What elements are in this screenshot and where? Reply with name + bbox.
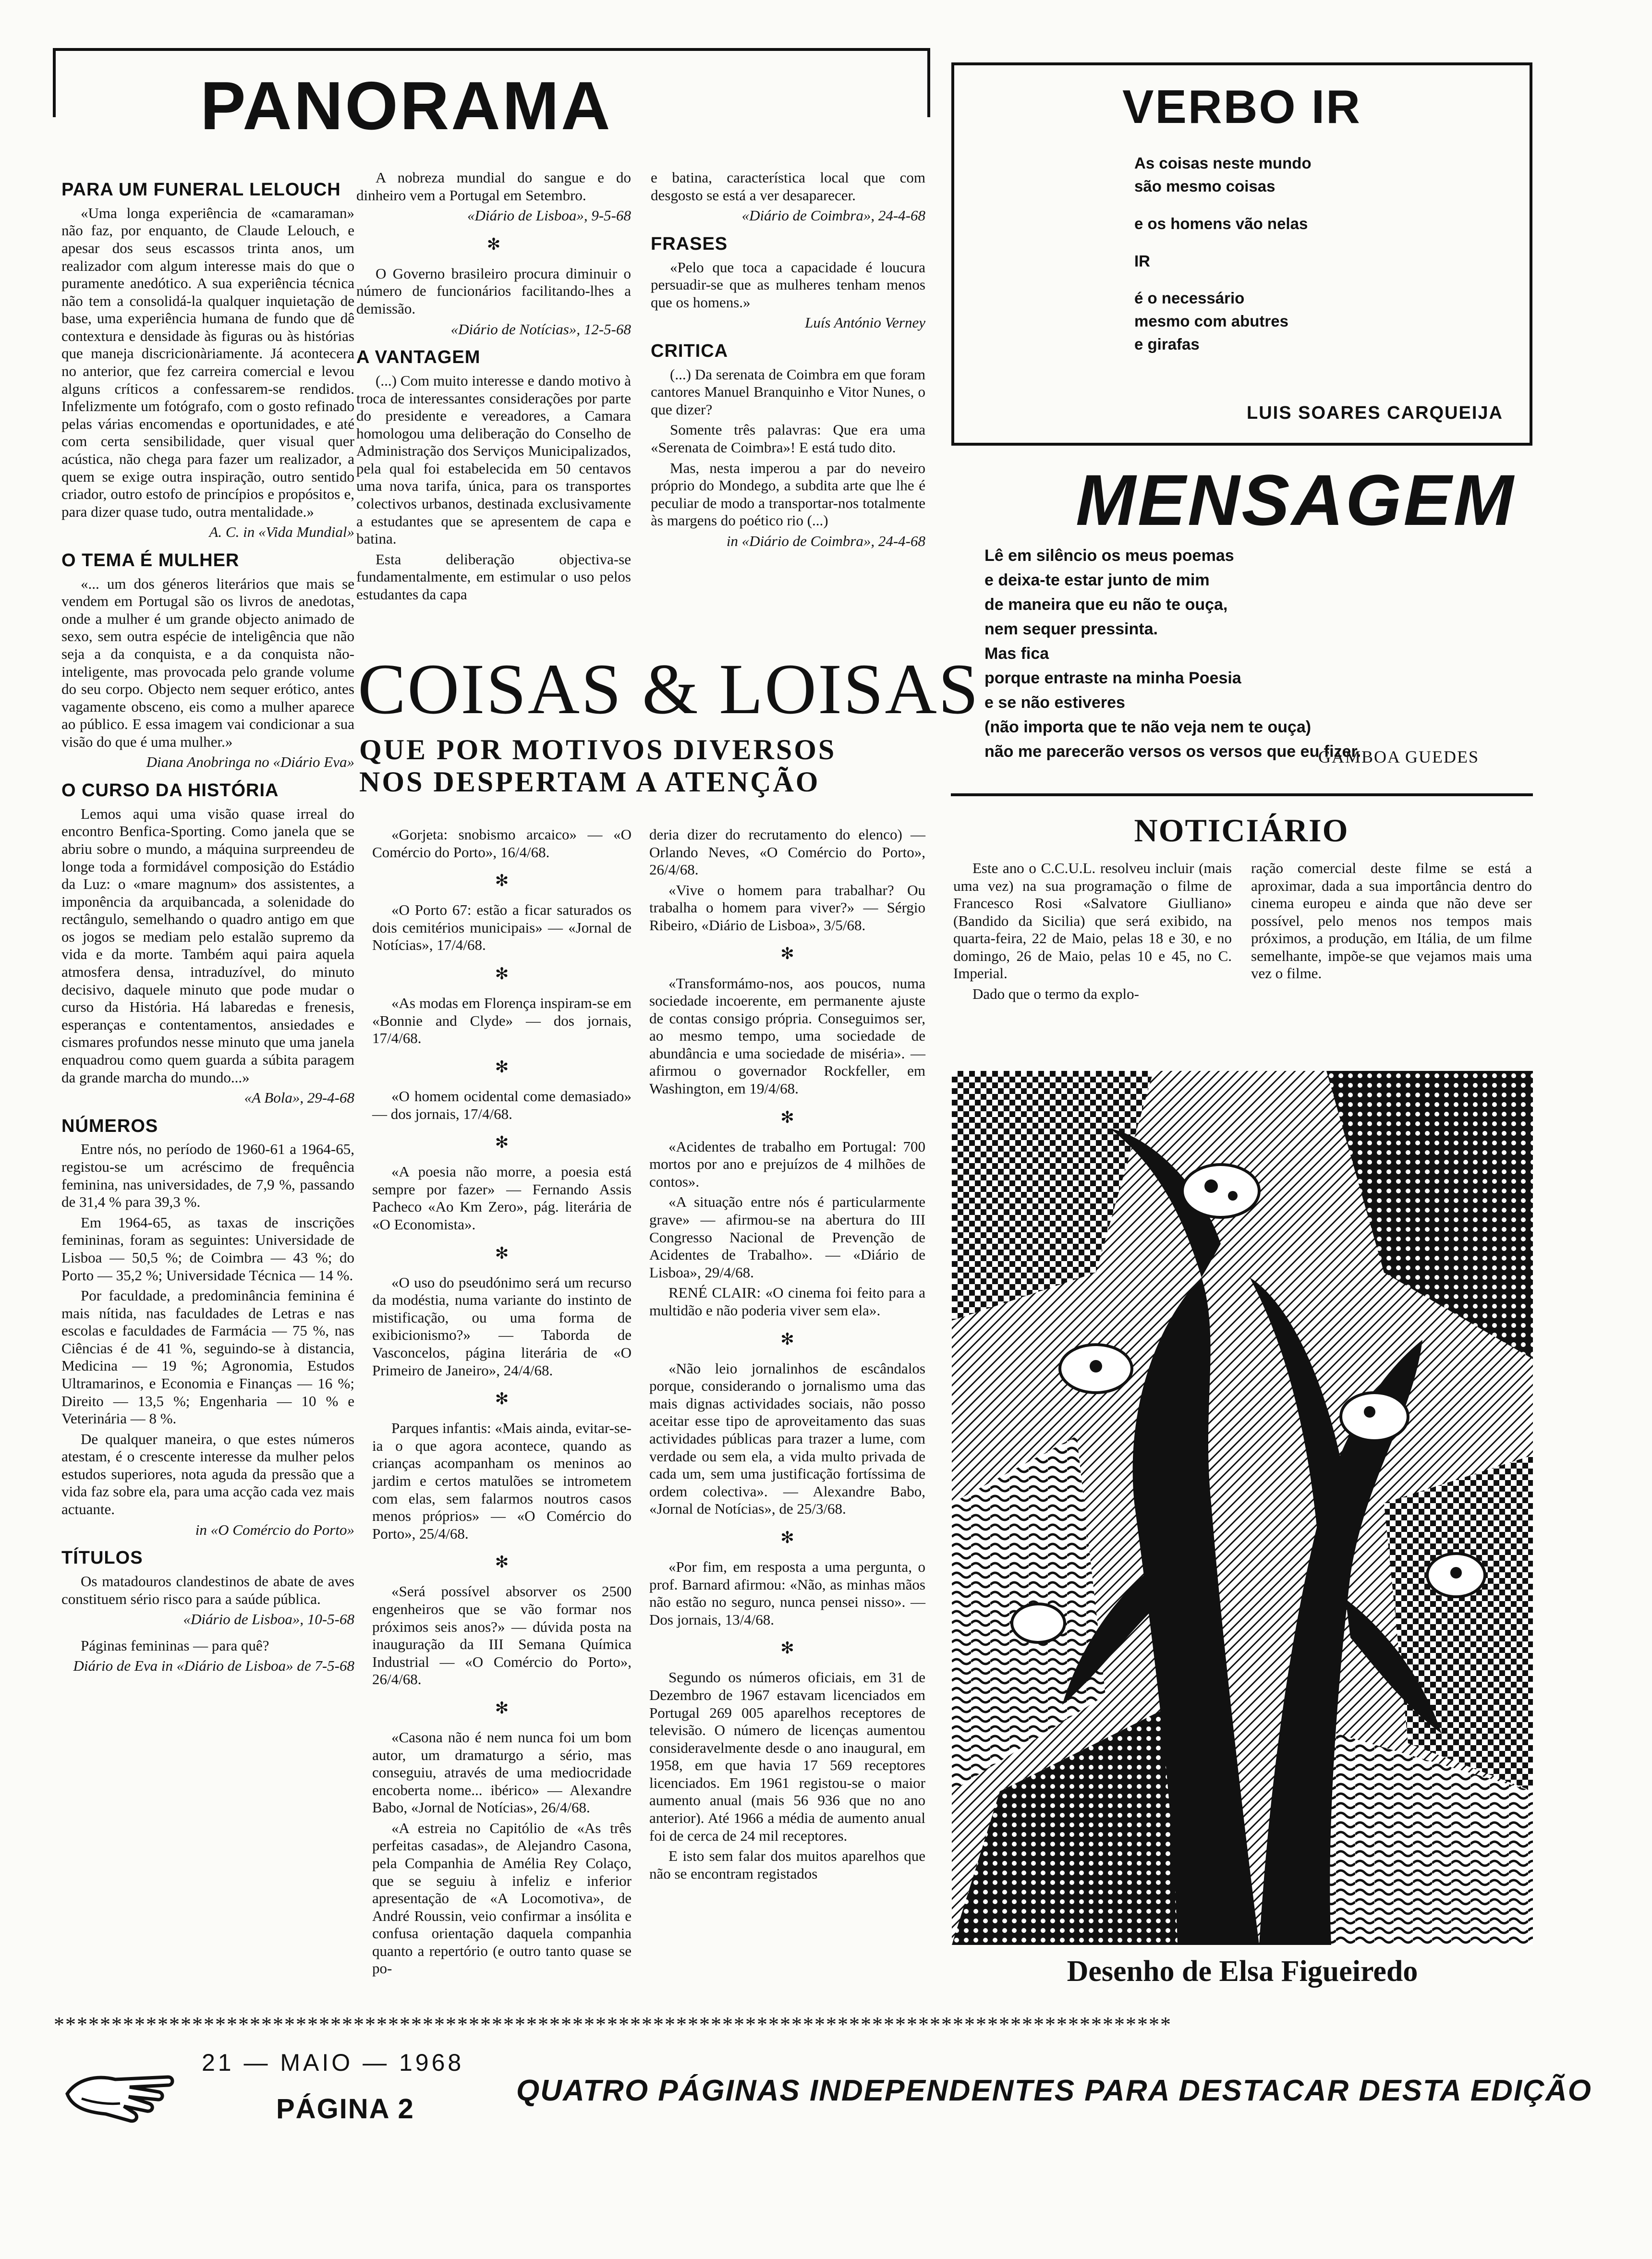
article-source: «Diário de Lisboa», 10-5-68 — [183, 1611, 354, 1628]
section-title: O TEMA É MULHER — [61, 550, 240, 571]
article-source: «Diário de Notícias», 12-5-68 — [450, 320, 631, 338]
separator-asterisk: ✻ — [780, 1529, 794, 1547]
article-text: e batina, característica local que com desgosto se está a ver desaparecer. — [651, 169, 925, 204]
poem-line: são mesmo coisas — [1134, 177, 1275, 195]
quote-item: «Acidentes de trabalho em Portugal: 700 mortos por ano e prejuízos de 4 milhões de contos». — [649, 1138, 925, 1190]
article-source: «Diário de Coimbra», 24-4-68 — [741, 207, 925, 224]
article-text: De qualquer maneira, o que estes números atestam, é o crescente interesse da mulher pelos estudos superiores, nota aguda da pressão que a vida faz sobre ela, para uma acção cada vez mais actuante. — [61, 1430, 354, 1518]
poem-line: de maneira que eu não te ouça, — [984, 595, 1228, 614]
quote-item: «Gorjeta: snobismo arcaico» — «O Comércio do Porto», 16/4/68. — [372, 826, 632, 861]
article-text: Mas, nesta imperou a par do neveiro próprio do Mondego, a subdita arte que lhe é peculiar de modo a transportar-nos totalmente às margens do poético rio (...) — [651, 459, 925, 529]
separator-asterisk: ✻ — [495, 1390, 509, 1409]
article-source: «A Bola», 29-4-68 — [244, 1089, 354, 1106]
coisas-loisas-subtitle — [359, 734, 836, 798]
poem-line: Mas fica — [984, 644, 1049, 663]
quote-item: «O homem ocidental come demasiado» — dos jornais, 17/4/68. — [372, 1087, 632, 1122]
quote-item: «Transformámo-nos, aos poucos, numa sociedade incoerente, em permanente ajuste de contas consigo própria. Conseguimos ser, ao mesmo tempo, uma sociedade de abundância e uma sociedade de miséria». — afirmou o governador Rockfeller, em Washington, em 19/4/68. — [649, 974, 925, 1097]
section-title: O CURSO DA HISTÓRIA — [61, 780, 279, 801]
article-source: A. C. in «Vida Mundial» — [209, 523, 354, 541]
separator-asterisk: ✻ — [495, 965, 509, 983]
footer-star-rule: ************************************************************************************************* — [54, 2013, 1172, 2036]
issue-date: 21 — MAIO — 1968 — [202, 2049, 464, 2076]
section-divider — [951, 793, 1533, 796]
poem-line: e girafas — [1134, 335, 1200, 353]
drawing-caption: Desenho de Elsa Figueiredo — [1067, 1955, 1418, 1988]
article-source: in «Diário de Coimbra», 24-4-68 — [726, 532, 925, 549]
section-title: PARA UM FUNERAL LELOUCH — [61, 180, 341, 200]
quote-item: «As modas em Florença inspiram-se em «Bonnie and Clyde» — dos jornais, 17/4/68. — [372, 995, 632, 1047]
coisas-column-a — [372, 826, 632, 1980]
poem-spacer — [1134, 272, 1312, 287]
poem-line: e os homens vão nelas — [1134, 214, 1308, 232]
article-source: Luís António Verney — [805, 314, 925, 331]
poem-spacer — [1134, 235, 1312, 250]
separator-asterisk: ✻ — [495, 1554, 509, 1572]
quote-item: «O uso do pseudónimo será um recurso da modéstia, numa variante do instinto de mistificação, ou uma forma de exibicionismo?» — Taborda de Vasconcelos, página literária de «O Primeiro de Janeiro», 24/4/68. — [372, 1274, 632, 1379]
article-text: «... um dos géneros literários que mais se vendem em Portugal são os livros de anedotas, onde a mulher é um grande objecto animado de sexo, sem outra espécie de inteligência que não seja a da conquista, e a da conquista não-inteligente, mas provocada pelo grande volume do seu corpo. Objecto nem sequer erótico, antes vagamente obsceno, eis como a mulher aparece ao público. E essa imagem vai condicionar a sua visão do que é uma mulher.» — [61, 575, 354, 750]
subtitle-line: QUE POR MOTIVOS DIVERSOS — [359, 734, 837, 765]
section-title: FRASES — [651, 233, 728, 254]
article-source: Diário de Eva in «Diário de Lisboa» de 7-5-68 — [73, 1657, 354, 1675]
quote-item: «Não leio jornalinhos de escândalos porque, considerando o jornalismo uma das mais dignas actividades sociais, não posso aceitar esse tipo de aproveitamento das suas actividades públicas para trazer a lume, com verdade ou sem ela, a vida multo privada de cada um, sem uma justificação fortíssima de ordem colectiva». — Alexandre Babo, «Jornal de Notícias», de 25/3/68. — [649, 1360, 925, 1518]
article-text: Lemos aqui uma visão quase irreal do encontro Benfica-Sporting. Como janela que se abriu sobre o mundo, a máquina surpreendeu de longe toda a formidável composição do Estádio da Luz: o «mare magnum» dos assistentes, a imponência da arquibancada, a solenidade do rectângulo, semelhando o quadro antigo em que os jogos se mediam pelo estalão supremo da vida e da morte. Também aqui paira aquela atmosfera densa, intraduzível, do minuto decisivo, daquele minuto que pode mudar o curso da História. Há labaredas e frenesis, esperanças e contentamentos, ansiedades e cismares profundos nesse minuto que uma janela enquadrou como quem guarda a súbita paragem da grande marcha do mundo...» — [61, 805, 354, 1086]
article-text: (...) Com muito interesse e dando motivo à troca de interessantes considerações por parte do presidente e vereadores, a Camara homologou uma deliberação do Conselho de Administração dos Serviços Municipalizados, pela qual foi estabelecida em 50 centavos uma nova tarifa, única, para os transportes colectivos urbanos, destinada exclusivamente a estudantes que se apresentem de capa e batina. — [356, 372, 631, 547]
article-text: Esta deliberação objectiva-se fundamentalmente, em estimular o uso pelos estudantes da capa — [356, 550, 631, 603]
article-text: Somente três palavras: Que era uma «Serenata de Coimbra»! E está tudo dito. — [651, 421, 925, 456]
pointing-hand-icon — [62, 2051, 178, 2132]
panorama-column-2 — [356, 169, 631, 607]
subtitle-line: NOS DESPERTAM A ATENÇÃO — [359, 766, 820, 798]
article-text: Os matadouros clandestinos de abate de aves constituem sério risco para a saúde pública. — [61, 1573, 354, 1607]
poem-line: As coisas neste mundo — [1134, 154, 1312, 172]
section-title: A VANTAGEM — [356, 347, 481, 368]
separator-asterisk: ✻ — [780, 1330, 794, 1348]
page-number: PÁGINA 2 — [276, 2093, 414, 2125]
article-text: Entre nós, no período de 1960-61 a 1964-65, registou-se um acréscimo de frequência feminina, nas universidades, de 7,9 %, passando de 31,4 % para 39,3 %. — [61, 1141, 354, 1211]
quote-item: «Será possível absorver os 2500 engenheiros que se vão formar nos próximos seis anos?» — dúvida posta na inauguração da III Semana Química Industrial — «O Comércio do Porto», 26/4/68. — [372, 1583, 632, 1688]
article-text: Por faculdade, a predominância feminina é mais nítida, nas faculdades de Letras e nas escolas e faculdades de Farmácia — 75 %, nas Ciências é de 41 %, seguindo-se à distancia, Medicina — 19 %; Agronomia, Estudos Ultramarinos, e Economia e Finanças — 16 %; Direito — 13,5 %; Engenharia — 10 % e Veterinária — 8 %. — [61, 1287, 354, 1427]
noticiario-title: NOTICIÁRIO — [1134, 812, 1349, 849]
quote-item: «Por fim, em resposta a uma pergunta, o prof. Barnard afirmou: «Não, as minhas mãos não estão no seguro, nunca pensei nisso». — Dos jornais, 13/4/68. — [649, 1558, 925, 1628]
separator-asterisk: ✻ — [780, 1108, 794, 1127]
panorama-column-3 — [651, 169, 925, 559]
separator-asterisk: ✻ — [495, 1058, 509, 1076]
separator-asterisk: ✻ — [495, 1134, 509, 1152]
verbo-ir-poem — [1134, 152, 1312, 356]
article-text: «Uma longa experiência de «camaraman» não faz, por enquanto, de Claude Lelouch, e apesar dos seus escassos trinta anos, um realizador com algum interesse mais do que o puramente anedótico. A sua experiência técnica não tem a consolidá-la qualquer inquietação de base, uma experiência humana de fundo que dê contextura e densidade às figuras ou às histórias que maneja discricionàriamente. Já acontecera no anterior, que fez carreira comercial e levou alguns críticos a confessarem-se rendidos. Infelizmente um fotógrafo, com o gosto refinado pelas várias encomendas e oportunidades, e até com certa sensibilidade, quer visual quer acústica, não chega para fazer um realizador, a quem se exige outra inspiração, outro sentido criador, outro estofo de princípios e propósitos e, para dizer quase tudo, outra mentalidade.» — [61, 204, 354, 520]
article-source: Diana Anobringa no «Diário Eva» — [146, 753, 354, 771]
news-text: ração comercial deste filme se está a aproximar, dada a sua importância dentro do cinema europeu e ainda que não deve ser possível, pelo menos nos tempos mais próximos, a produção, em Itália, de um filme semelhante, impõe-se que vejamos mais uma vez o filme. — [1251, 860, 1532, 982]
quote-item: «A poesia não morre, a poesia está sempre por fazer» — Fernando Assis Pacheco «Ao Km Zero», pág. literária de «O Economista». — [372, 1163, 632, 1233]
poem-spacer — [1134, 198, 1312, 212]
poem-line: e se não estiveres — [984, 693, 1125, 712]
article-source: in «O Comércio do Porto» — [195, 1521, 354, 1538]
article-text: Em 1964-65, as taxas de inscrições femininas, foram as seguintes: Universidade de Lisboa — 50,5 %; de Coimbra — 43 %; do Porto — 35,2 %; Universidade Técnica — 14 %. — [61, 1214, 354, 1284]
poem-line: (não importa que te não veja nem te ouça) — [984, 718, 1312, 736]
section-title: TÍTULOS — [61, 1548, 143, 1568]
mensagem-title: MENSAGEM — [1076, 460, 1516, 540]
quote-item: Parques infantis: «Mais ainda, evitar-se-ia o que agora acontece, quando as crianças acompanham os meninos ao jardim e certos matulões se intrometem com elas, sem falarmos noutros casos menos próprios» — «O Comércio do Porto», 25/4/68. — [372, 1420, 632, 1542]
quote-item: «Vive o homem para trabalhar? Ou trabalha o homem para viver?» — Sérgio Ribeiro, «Diário de Lisboa», 3/5/68. — [649, 881, 925, 934]
poem-line: nem sequer pressinta. — [984, 620, 1158, 638]
quote-item: «A estreia no Capitólio de «As três perfeitas casadas», de Alejandro Casona, pela Companhia de Amélia Rey Colaço, que se seguiu à infeliz e inferior apresentação de «A Locomotiva», de André Roussin, veio confirmar a insólita e confusa orientação daquela companhia quanto a repertório (e outro tanto quase se po- — [372, 1819, 632, 1977]
separator-asterisk: ✻ — [495, 1699, 509, 1717]
panorama-column-1 — [61, 170, 354, 1684]
poem-line: mesmo com abutres — [1134, 312, 1288, 330]
verbo-ir-box — [951, 62, 1532, 446]
quote-item: deria dizer do recrutamento do elenco) — Orlando Neves, «O Comércio do Porto», 26/4/68. — [649, 826, 925, 878]
quote-item: Segundo os números oficiais, em 31 de Dezembro de 1967 estavam licenciados em Portugal 269 005 aparelhos receptores de televisão. O número de licenças aumentou consideravelmente desde o ano inaugural, em 1958, em que havia 17 569 receptores licenciados. Em 1961 registou-se o maior aumento anual (mais 56 936 que no ano anterior). Até 1966 a média de aumento anual foi de cerca de 24 mil receptores. — [649, 1669, 925, 1844]
panorama-title: PANORAMA — [190, 72, 623, 140]
news-text: Dado que o termo da explo- — [972, 985, 1139, 1003]
poem-line: porque entraste na minha Poesia — [984, 669, 1241, 687]
coisas-loisas-title: COISAS & LOISAS — [358, 649, 980, 729]
illustration-drawing — [952, 1071, 1533, 1945]
poem-line: é o necessário — [1134, 289, 1245, 307]
article-text: O Governo brasileiro procura diminuir o número de funcionários facilitando-lhes a demissão. — [356, 265, 631, 317]
quote-item: «O Porto 67: estão a ficar saturados os dois cemitérios municipais» — «Jornal de Notícias», 17/4/68. — [372, 901, 632, 954]
article-source: «Diário de Lisboa», 9-5-68 — [467, 207, 631, 224]
quote-item: E isto sem falar dos muitos aparelhos que não se encontram registados — [649, 1847, 925, 1882]
section-title: NÚMEROS — [61, 1116, 158, 1136]
noticiario-column-a — [953, 860, 1232, 1006]
footer-banner: QUATRO PÁGINAS INDEPENDENTES PARA DESTACAR DESTA EDIÇÃO — [516, 2074, 1592, 2107]
separator-asterisk: ✻ — [780, 945, 794, 963]
poem-line: Lê em silêncio os meus poemas — [984, 547, 1234, 565]
quote-item: «A situação entre nós é particularmente grave» — afirmou-se na abertura do III Congresso Nacional de Prevenção de Acidentes de Trabalho». — «Diário de Lisboa», 29/4/68. — [649, 1193, 925, 1281]
article-text: «Pelo que toca a capacidade é loucura persuadir-se que as mulheres tenham menos que os homens.» — [651, 258, 925, 311]
article-text: (...) Da serenata de Coimbra em que foram cantores Manuel Branquinho e Vitor Nunes, o que dizer? — [651, 365, 925, 418]
quote-item: RENÉ CLAIR: «O cinema foi feito para a multidão e não poderia viver sem ela». — [649, 1284, 925, 1319]
verbo-ir-author: LUIS SOARES CARQUEIJA — [1247, 403, 1503, 423]
article-text: Páginas femininas — para quê? — [81, 1637, 269, 1654]
section-title: CRITICA — [651, 340, 729, 361]
separator-asterisk: ✻ — [780, 1640, 794, 1658]
article-text: A nobreza mundial do sangue e do dinheiro vem a Portugal em Setembro. — [356, 169, 631, 204]
poem-line: não me parecerão versos os versos que eu fizer. — [984, 742, 1361, 761]
mensagem-author: GAMBOA GUEDES — [1318, 747, 1480, 766]
quote-item: «Casona não é nem nunca foi um bom autor, um dramaturgo a sério, mas conseguiu, através de uma mediocridade encoberta nome... ibérico» — Alexandre Babo, «Jornal de Notícias», 26/4/68. — [372, 1728, 632, 1816]
poem-line: IR — [1134, 252, 1150, 270]
separator-asterisk: ✻ — [495, 872, 509, 890]
noticiario-column-b — [1251, 860, 1532, 985]
mensagem-poem — [984, 544, 1361, 764]
separator-asterisk: ✻ — [495, 1244, 509, 1263]
poem-line: e deixa-te estar junto de mim — [984, 571, 1210, 589]
separator-asterisk: ✻ — [486, 235, 501, 254]
coisas-column-b — [649, 826, 925, 1885]
news-text: Este ano o C.C.U.L. resolveu incluir (mais uma vez) na sua programação o filme de Francesco Rosi «Salvatore Giulliano» (Bandido da Sicilia) que será exibido, na quarta-feira, 22 de Maio, pelas 18 e 30, e no domingo, 26 de Maio, pelas 10 e 45, no C. Imperial. — [953, 860, 1232, 982]
verbo-ir-title: VERBO IR — [1122, 80, 1361, 133]
